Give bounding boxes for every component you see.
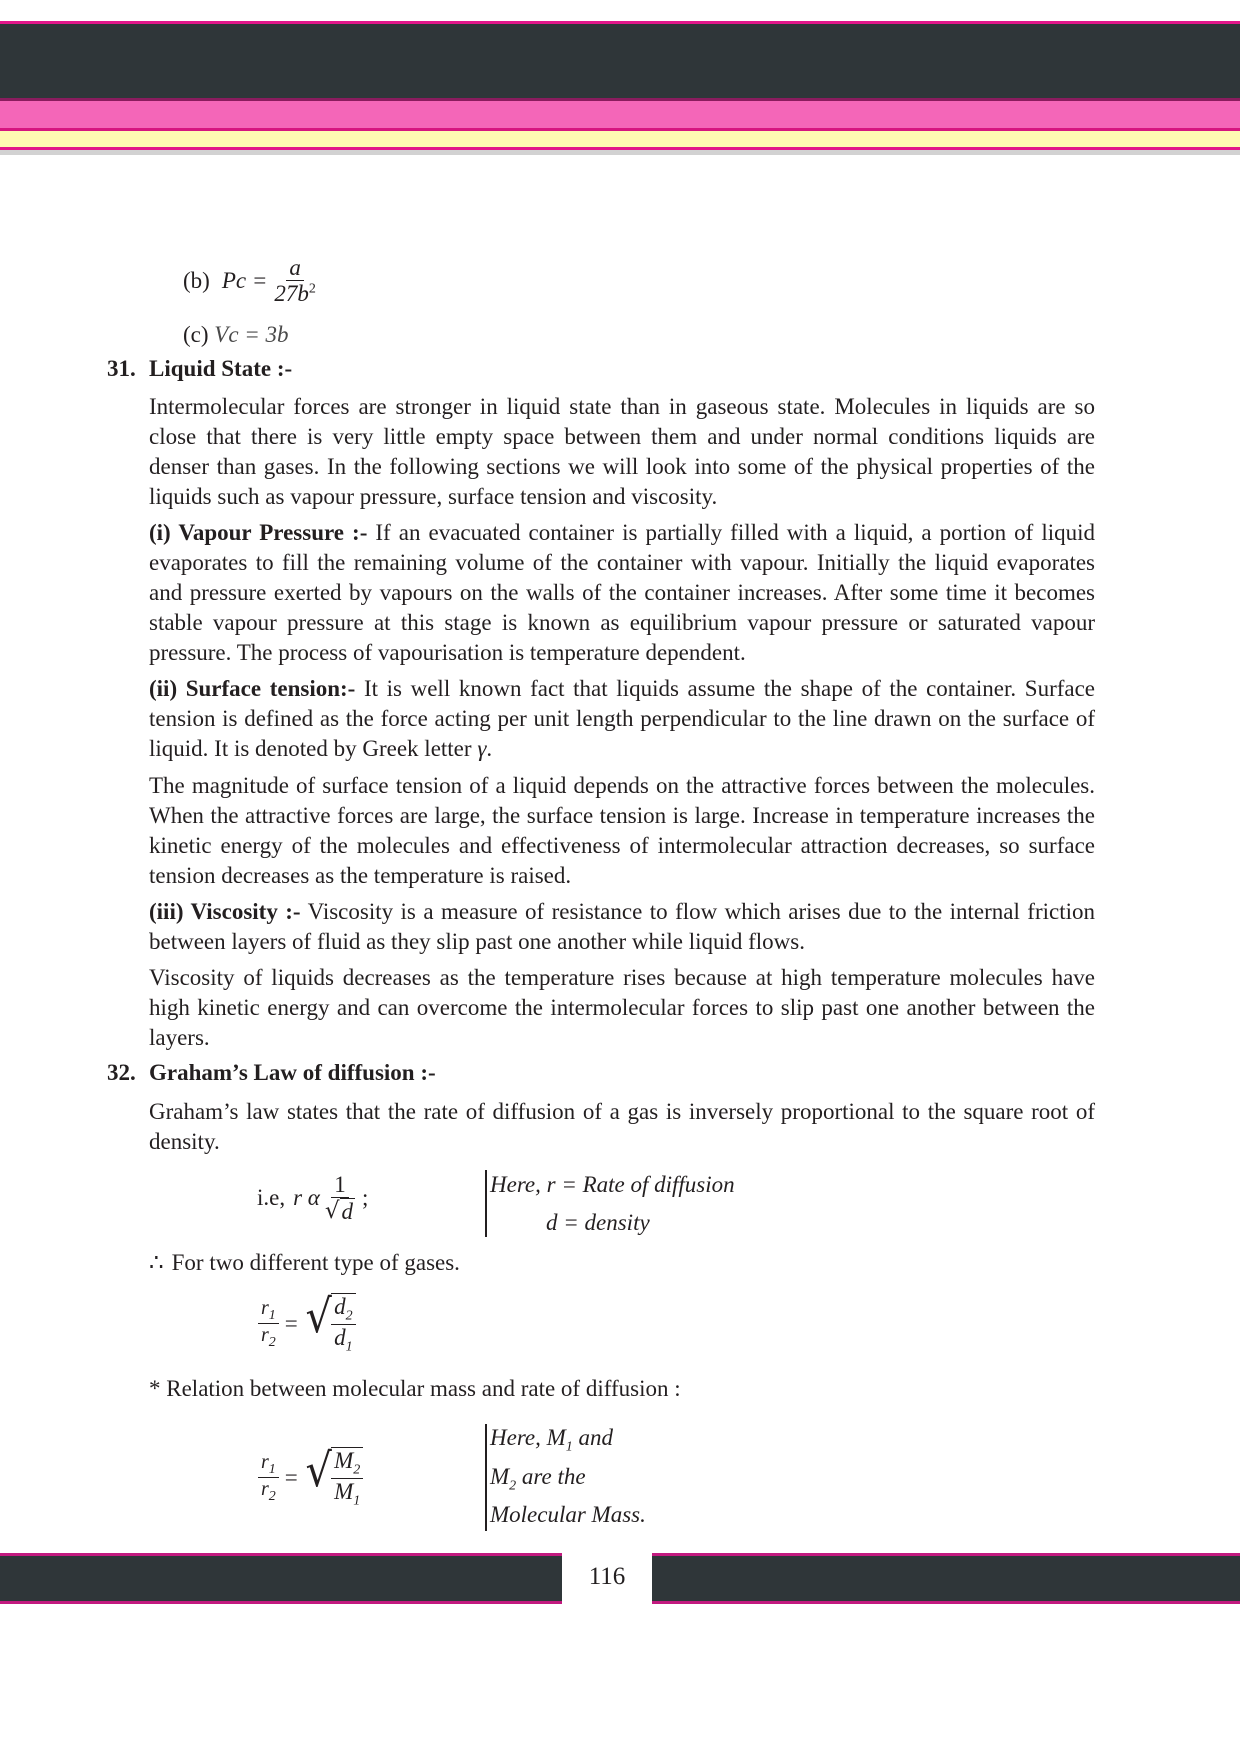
formula-b-fraction: [271, 255, 319, 307]
section-31-number: 31.: [107, 356, 136, 381]
law-numerator: 1: [331, 1172, 349, 1198]
sqrt-mass: √ $\frac{M_2}{M_1}$: [304, 1447, 363, 1509]
section-32-intro: Graham’s law states that the rate of diffusion of a gas is inversely proportional to the square root of density.: [149, 1099, 1095, 1154]
section-31-title: Liquid State :-: [149, 356, 293, 381]
law-note-line-1: Here, r = Rate of diffusion: [490, 1172, 735, 1197]
formula-b-numerator: a: [286, 255, 304, 281]
law-lhs: r α: [293, 1185, 320, 1211]
law-fraction: [322, 1172, 358, 1225]
formula-c-expr: Vc = 3b: [214, 322, 289, 347]
sqrt-icon: √: [305, 1443, 332, 1497]
relation-heading: * Relation between molecular mass and rate of diffusion :: [149, 1376, 681, 1401]
section-32-number: 32.: [107, 1060, 136, 1085]
therefore-icon: ∴: [149, 1250, 164, 1275]
vapour-pressure-paragraph: (i) Vapour Pressure :- If an evacuated container is partially filled with a liquid, a portion of liquid evaporates to fill the remaining volume of the container with vapour. Initially the liquid evaporates and pressure exerted by vapours on the walls of the container increases. After some time it becomes stable vapour pressure at this stage is known as equilibrium vapour pressure or saturated vapour pressure. The process of vapourisation is temperature dependent.: [149, 520, 1095, 665]
formula-b-lhs: Pc =: [221, 267, 268, 293]
formula-c-label: (c): [183, 322, 209, 347]
rate-ratio-2: $\frac{r_1}{r_2}$: [258, 1451, 279, 1505]
header-pink-band: [0, 101, 1240, 129]
diffusion-mass-equation: $\frac{r_1}{r_2}$ = √ $\frac{M_2}{M_1}$: [258, 1447, 363, 1509]
section-32-title: Graham’s Law of diffusion :-: [149, 1060, 436, 1085]
page-number: 116: [588, 1563, 626, 1590]
sqrt-density: √ $\frac{d_2}{d_1}$: [304, 1293, 356, 1355]
surface-tension-label: (ii) Surface tension:-: [149, 676, 356, 701]
gamma-symbol: γ: [477, 736, 487, 761]
therefore-line: ∴ For two different type of gases.: [149, 1250, 460, 1275]
vapour-pressure-label: (i) Vapour Pressure :-: [149, 520, 368, 545]
formula-b-denominator: $27b^2$: [274, 281, 316, 307]
law-prefix: i.e,: [257, 1185, 286, 1211]
law-note-divider: [485, 1170, 487, 1237]
graham-law-formula: [257, 1172, 368, 1225]
law-suffix: ;: [362, 1185, 369, 1211]
viscosity-paragraph: (iii) Viscosity :- Viscosity is a measure of resistance to flow which arises due to the internal friction between layers of fluid as they slip past one another while liquid flows.: [149, 899, 1095, 954]
viscosity-paragraph-2: Viscosity of liquids decreases as the temperature rises because at high temperature molecules have high kinetic energy and can overcome the intermolecular forces to slip past one another between the layers.: [149, 965, 1095, 1050]
surface-tension-paragraph-2: The magnitude of surface tension of a liquid depends on the attractive forces between the molecules. When the attractive forces are large, the surface tension is large. Increase in temperature increases the kinetic energy of the molecules and effectiveness of intermolecular attraction decreases, so surface tension decreases as the temperature is raised.: [149, 773, 1095, 888]
formula-vc: [183, 320, 289, 350]
rate-ratio: $\frac{r_1}{r_2}$: [258, 1297, 279, 1351]
mass-note-line-1: Here, $M_1$ and: [490, 1425, 614, 1455]
mass-note-divider: [485, 1424, 487, 1531]
sqrt-icon: √: [324, 1198, 340, 1225]
footer-right-bar: [652, 1553, 1240, 1604]
header-yellow-band: [0, 131, 1240, 148]
formula-pc: [183, 255, 319, 307]
formula-b-label: (b): [183, 267, 210, 293]
surface-tension-paragraph: (ii) Surface tension:- It is well known fact that liquids assume the shape of the container. Surface tension is defined as the force acting per unit length perpendicular to the line drawn on the surface of liquid. It is denoted by Greek letter γ.: [149, 676, 1096, 761]
viscosity-label: (iii) Viscosity :-: [149, 899, 301, 924]
footer-left-bar: [0, 1553, 562, 1604]
mass-note-line-3: Molecular Mass.: [490, 1502, 646, 1527]
law-denominator: √ d: [324, 1198, 354, 1225]
header-dark-band: [0, 24, 1240, 100]
sqrt-icon: √: [305, 1289, 332, 1343]
section-31-intro: Intermolecular forces are stronger in liquid state than in gaseous state. Molecules in liquids are so close that there is very little empty space between them and under normal conditions liquids are denser than gases. In the following sections we will look into some of the physical properties of the liquids such as vapour pressure, surface tension and viscosity.: [149, 394, 1095, 509]
mass-note-line-2: $M_2$ are the: [490, 1464, 586, 1494]
header-gray-shadow: [0, 150, 1240, 155]
diffusion-density-equation: $\frac{r_1}{r_2}$ = √ $\frac{d_2}{d_1}$: [258, 1293, 356, 1355]
law-note-line-2: d = density: [546, 1210, 650, 1235]
